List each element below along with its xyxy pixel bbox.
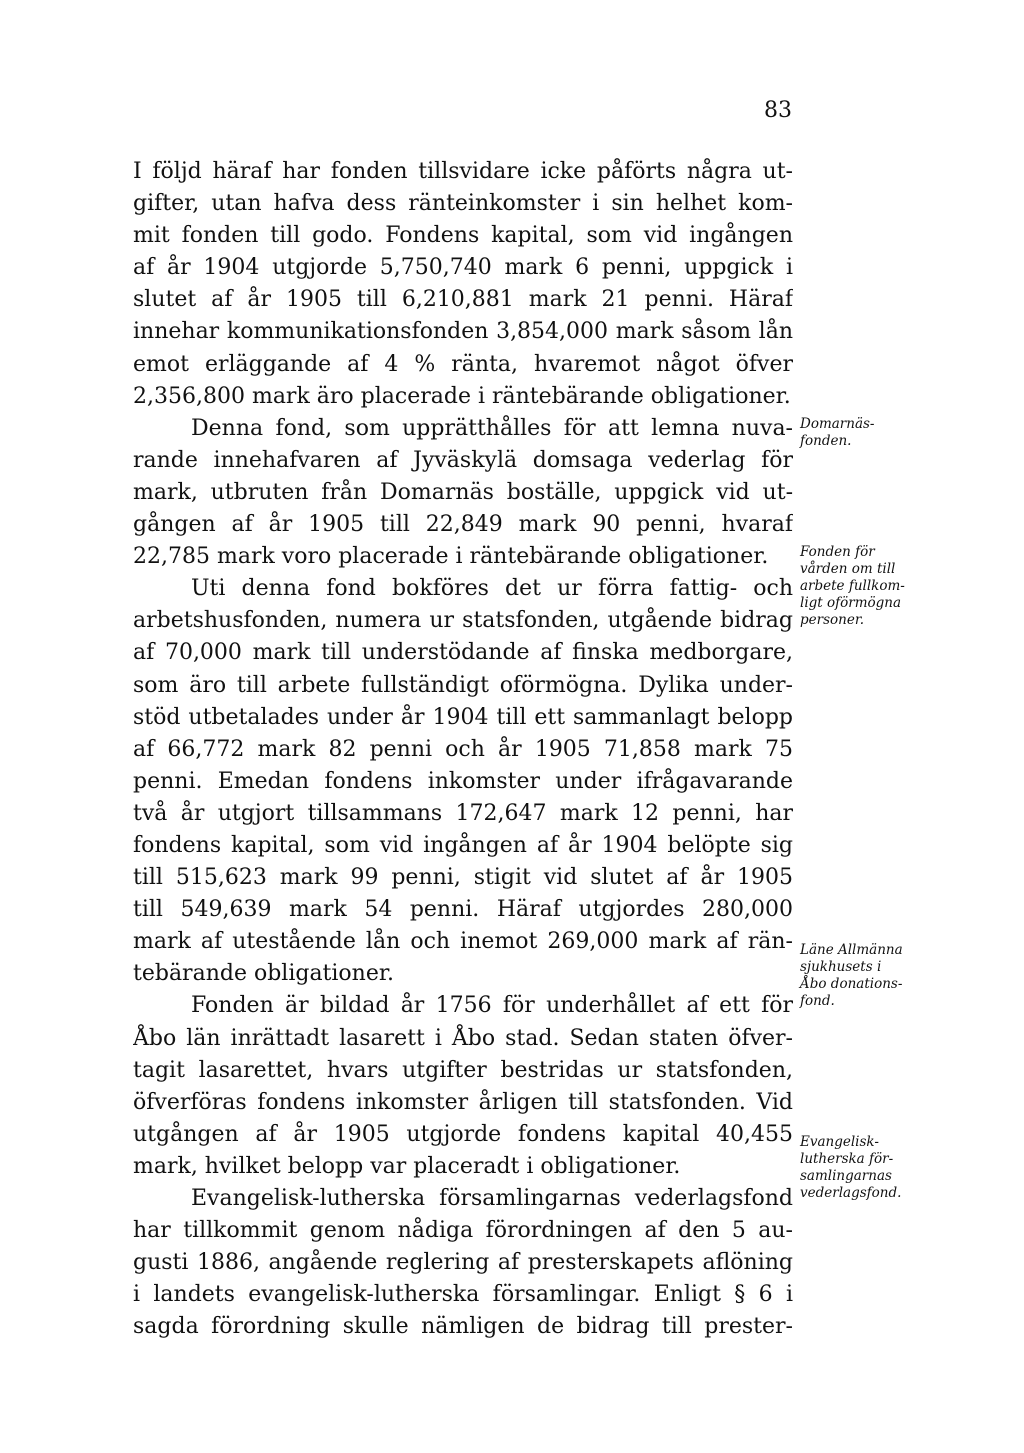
body-text [133,156,793,1343]
text-line: fondens kapital, som vid ingången af år 1904 belöpte sig [133,832,793,858]
margin-note-line: samlingarnas [800,1168,892,1184]
text-line: till 515,623 mark 99 penni, stigit vid slutet af år 1905 [133,865,793,891]
text-line: mit fonden till godo. Fondens kapital, som vid ingången [133,223,793,249]
text-line: stöd utbetalades under år 1904 till ett sammanlagt belopp [133,704,793,730]
text-line: gusti 1886, angående reglering af presterskapets aflöning [133,1250,793,1276]
text-line: penni. Emedan fondens inkomster under ifrågavarande [133,768,793,794]
text-line: som äro till arbete fullständigt oförmögna. Dylika under- [133,672,793,698]
margin-note-line: Läne Allmänna [800,942,903,958]
margin-note-line: Evangelisk- [800,1134,879,1150]
margin-note-line: arbete fullkom- [800,578,905,594]
margin-note-line: Domarnäs- [800,416,875,432]
text-line: sagda förordning skulle nämligen de bidrag till prester- [133,1314,793,1340]
text-line: emot erläggande af 4 % ränta, hvaremot något öfver [133,351,793,377]
text-line: gången af år 1905 till 22,849 mark 90 penni, hvaraf [133,512,793,538]
margin-note-line: lutherska för- [800,1151,894,1167]
margin-note-evangelisk-lutherska [800,1134,930,1202]
text-line: mark, utbruten från Domarnäs boställe, uppgick vid ut- [133,479,793,505]
margin-note-line: fond. [800,993,835,1009]
text-line: 2,356,800 mark äro placerade i räntebärande obligationer. [133,383,791,409]
text-line: af 70,000 mark till understödande af finska medborgare, [133,640,793,666]
margin-note-fonden-for-varden [800,544,930,629]
text-line: har tillkommit genom nådiga förordningen af den 5 au- [133,1218,793,1244]
margin-note-lane-allmanna-sjukhuset [800,942,930,1010]
text-line: Denna fond, som upprätthålles för att lemna nuva- [191,415,793,441]
text-line: arbetshusfonden, numera ur statsfonden, utgående bidrag [133,608,793,634]
text-line: Åbo län inrättadt lasarett i Åbo stad. Sedan staten öfver- [133,1025,793,1051]
page-number: 83 [764,98,792,123]
text-line: öfverföras fondens inkomster årligen till statsfonden. Vid [133,1089,793,1115]
text-line: två år utgjort tillsammans 172,647 mark 12 penni, har [133,800,793,826]
margin-note-line: ligt oförmögna [800,595,902,611]
text-line: Uti denna fond bokföres det ur förra fattig- och [191,576,793,602]
text-line: i landets evangelisk-lutherska församlingar. Enligt § 6 i [133,1282,793,1308]
text-line: I följd häraf har fonden tillsvidare icke påförts några ut- [133,159,793,184]
text-line: gifter, utan hafva dess ränteinkomster i sin helhet kom- [133,191,793,217]
margin-note-line: personer. [800,612,865,628]
text-line: Fonden är bildad år 1756 för underhållet af ett för [191,993,793,1019]
text-line: innehar kommunikationsfonden 3,854,000 mark såsom lån [133,319,793,345]
margin-note-line: sjukhusets i [800,959,882,975]
margin-note-line: fonden. [800,433,852,449]
text-line: af 66,772 mark 82 penni och år 1905 71,858 mark 75 [133,736,793,762]
text-line: mark, hvilket belopp var placeradt i obligationer. [133,1153,681,1179]
margin-note-domarnas-fonden [800,416,930,450]
text-line: Evangelisk-lutherska församlingarnas vederlagsfond [191,1186,793,1211]
margin-note-line: Fonden för [800,544,875,560]
margin-note-line: vederlagsfond. [800,1185,902,1201]
text-line: slutet af år 1905 till 6,210,881 mark 21 penni. Häraf [133,287,793,313]
text-line: 22,785 mark voro placerade i räntebärande obligationer. [133,544,769,570]
margin-note-line: Åbo donations- [800,976,903,992]
text-line: utgången af år 1905 utgjorde fondens kapital 40,455 [133,1121,793,1147]
text-line: till 549,639 mark 54 penni. Häraf utgjordes 280,000 [133,897,793,923]
text-line: tebärande obligationer. [133,961,394,987]
text-line: tagit lasarettet, hvars utgifter bestridas ur statsfonden, [133,1057,793,1083]
text-line: mark af utestående lån och inemot 269,000 mark af rän- [133,929,793,955]
text-line: rande innehafvaren af Jyväskylä domsaga vederlag för [133,447,793,473]
margin-note-line: vården om till [800,561,896,577]
text-line: af år 1904 utgjorde 5,750,740 mark 6 penni, uppgick i [133,255,793,281]
